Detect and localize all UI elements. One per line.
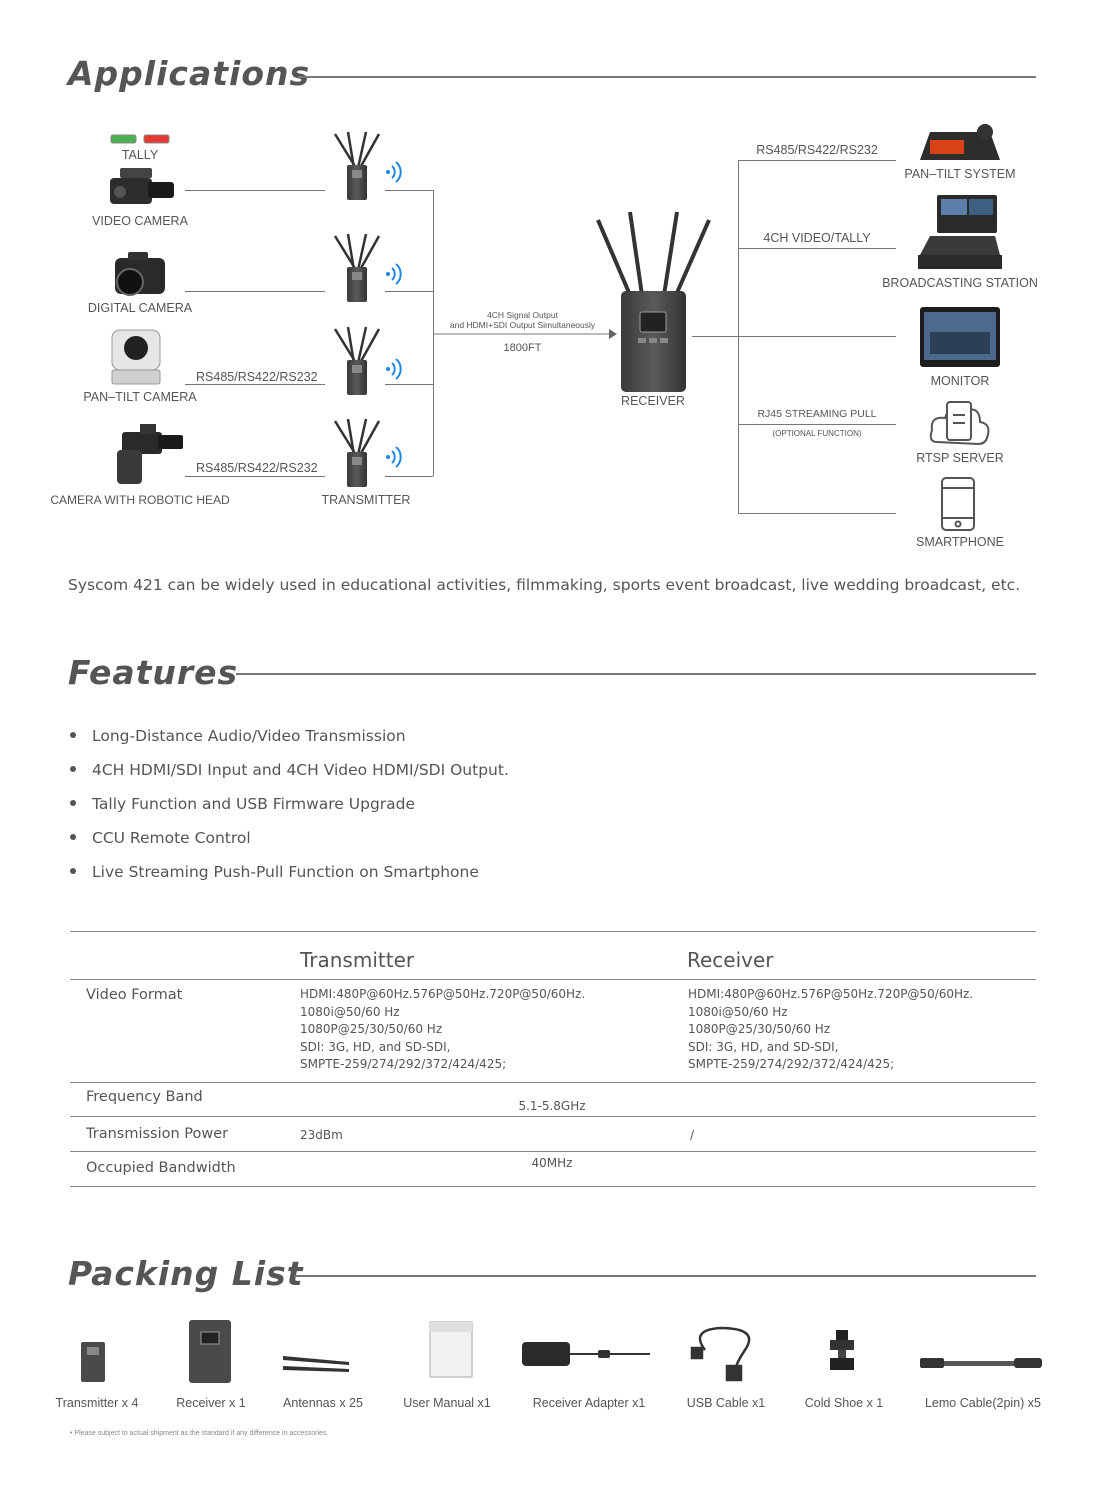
transmitter-icon bbox=[335, 419, 379, 487]
table-rule bbox=[70, 931, 1036, 932]
transmitter-icon bbox=[81, 1342, 105, 1382]
link-label-line1: 4CH Signal Output bbox=[487, 310, 558, 320]
feature-text: Live Streaming Push-Pull Function on Smartphone bbox=[92, 863, 479, 881]
receiver-label: RECEIVER bbox=[621, 394, 685, 408]
cell-line: 1080P@25/30/50/60 Hz bbox=[688, 1022, 831, 1036]
packing-item: Receiver Adapter x1 bbox=[532, 1396, 646, 1410]
transmitter-icon bbox=[335, 327, 379, 395]
transmitter-icon bbox=[335, 234, 379, 302]
cell-line: HDMI:480P@60Hz.576P@50Hz.720P@50/60Hz. bbox=[688, 987, 974, 1001]
feature-text: CCU Remote Control bbox=[92, 829, 251, 847]
power-adapter-icon bbox=[522, 1342, 650, 1366]
bullet-icon bbox=[70, 766, 76, 772]
features-title: Features bbox=[68, 653, 239, 692]
broadcast-station-icon bbox=[918, 195, 1002, 269]
optional-label: (OPTIONAL FUNCTION) bbox=[772, 429, 862, 438]
occupied-bandwidth-value: 40MHz bbox=[531, 1156, 573, 1170]
bullet-icon bbox=[70, 834, 76, 840]
pan-tilt-system-label: PAN–TILT SYSTEM bbox=[904, 167, 1016, 181]
receiver-header: Receiver bbox=[687, 948, 774, 972]
wifi-icon bbox=[386, 162, 401, 182]
lemo-cable-icon bbox=[920, 1358, 1042, 1368]
smartphone-icon bbox=[942, 478, 974, 530]
wifi-icon bbox=[386, 264, 401, 284]
distance-label: 1800FT bbox=[503, 342, 542, 354]
feature-text: 4CH HDMI/SDI Input and 4CH Video HDMI/SDI Output. bbox=[92, 761, 509, 779]
video-camera-icon bbox=[110, 168, 174, 204]
applications-diagram bbox=[0, 0, 1105, 560]
cell-line: SDI: 3G, HD, and SD-SDI, bbox=[688, 1039, 839, 1054]
packing-title: Packing List bbox=[68, 1254, 304, 1293]
title-rule bbox=[236, 673, 1036, 675]
rs-label-2: RS485/RS422/RS232 bbox=[196, 461, 318, 475]
video-format-label: Video Format bbox=[86, 987, 183, 1003]
cell-line: 1080i@50/60 Hz bbox=[688, 1004, 788, 1019]
tally-label: TALLY bbox=[121, 148, 159, 162]
frequency-band-label: Frequency Band bbox=[86, 1089, 203, 1105]
rj45-label: RJ45 STREAMING PULL bbox=[757, 408, 877, 420]
bullet-icon bbox=[70, 732, 76, 738]
digital-camera-label: DIGITAL CAMERA bbox=[87, 301, 193, 315]
usb-cable-icon bbox=[692, 1328, 749, 1380]
antennas-icon bbox=[283, 1356, 349, 1372]
robotic-camera-icon bbox=[117, 424, 183, 484]
receiver-icon bbox=[598, 212, 709, 392]
ptz-controller-icon bbox=[920, 124, 1000, 160]
feature-item bbox=[70, 727, 406, 745]
video-camera-label: VIDEO CAMERA bbox=[92, 214, 188, 228]
bullet-icon bbox=[70, 800, 76, 806]
packing-item: Receiver x 1 bbox=[176, 1396, 246, 1410]
table-rule bbox=[70, 1186, 1036, 1187]
feature-item bbox=[70, 829, 251, 847]
cold-shoe-icon bbox=[830, 1330, 854, 1370]
feature-item bbox=[70, 761, 509, 779]
packing-item: USB Cable x1 bbox=[686, 1396, 766, 1410]
transmitter-icon bbox=[335, 132, 379, 200]
transmitter-label: TRANSMITTER bbox=[321, 493, 411, 507]
feature-item bbox=[70, 795, 415, 813]
feature-text: Tally Function and USB Firmware Upgrade bbox=[92, 795, 416, 813]
receiver-icon bbox=[189, 1320, 231, 1383]
cloud-server-icon bbox=[931, 402, 989, 444]
monitor-icon bbox=[920, 307, 1000, 367]
wifi-icon bbox=[386, 359, 401, 379]
packing-note: • Please subject to actual shipment as the standard if any difference in accessories. bbox=[70, 1430, 329, 1437]
packing-item: User Manual x1 bbox=[403, 1396, 491, 1410]
title-rule bbox=[294, 1275, 1036, 1277]
packing-item: Transmitter x 4 bbox=[55, 1396, 139, 1410]
table-rule bbox=[70, 979, 1036, 980]
table-rule bbox=[70, 1082, 1036, 1083]
cell-line: 1080P@25/30/50/60 Hz bbox=[300, 1022, 443, 1036]
rs-label-1: RS485/RS422/RS232 bbox=[196, 370, 318, 384]
feature-item bbox=[70, 863, 479, 881]
table-rule bbox=[70, 1116, 1036, 1117]
cell-line: SMPTE-259/274/292/372/424/425; bbox=[300, 1057, 507, 1071]
rtsp-server-label: RTSP SERVER bbox=[916, 451, 1004, 465]
cell-line: HDMI:480P@60Hz.576P@50Hz.720P@50/60Hz. bbox=[300, 987, 586, 1001]
bullet-icon bbox=[70, 868, 76, 874]
ptz-camera-icon bbox=[112, 330, 160, 384]
packing-item: Cold Shoe x 1 bbox=[804, 1396, 884, 1410]
applications-description: Syscom 421 can be widely used in educational activities, filmmaking, sports event broadcast, live wedding broadcast, etc. bbox=[68, 576, 1021, 594]
occupied-bandwidth-label: Occupied Bandwidth bbox=[86, 1160, 236, 1176]
packing-images bbox=[0, 1310, 1105, 1390]
digital-camera-icon bbox=[115, 252, 165, 295]
frequency-band-value: 5.1-5.8GHz bbox=[518, 1099, 586, 1113]
link-label-line2: and HDMI+SDI Output Simultaneously bbox=[449, 320, 596, 330]
video-format-rx bbox=[688, 986, 973, 1074]
robotic-head-label: CAMERA WITH ROBOTIC HEAD bbox=[50, 493, 230, 507]
video-format-tx bbox=[300, 986, 585, 1074]
packing-item: Lemo Cable(2pin) x5 bbox=[924, 1396, 1042, 1410]
packing-item: Antennas x 25 bbox=[283, 1396, 363, 1410]
user-manual-icon bbox=[430, 1322, 472, 1377]
cell-line: SDI: 3G, HD, and SD-SDI, bbox=[300, 1039, 451, 1054]
table-rule bbox=[70, 1151, 1036, 1152]
cell-line: SMPTE-259/274/292/372/424/425; bbox=[688, 1057, 895, 1071]
transmission-power-label: Transmission Power bbox=[86, 1126, 229, 1142]
transmission-power-tx: 23dBm bbox=[300, 1128, 343, 1142]
video-tally-label: 4CH VIDEO/TALLY bbox=[763, 231, 871, 245]
rs-label-right: RS485/RS422/RS232 bbox=[756, 143, 878, 157]
feature-text: Long-Distance Audio/Video Transmission bbox=[92, 727, 406, 745]
monitor-label: MONITOR bbox=[930, 374, 990, 388]
broadcasting-station-label: BROADCASTING STATION bbox=[882, 276, 1038, 290]
applications-title: Applications bbox=[68, 54, 311, 93]
transmitter-header: Transmitter bbox=[300, 948, 415, 972]
pan-tilt-camera-label: PAN–TILT CAMERA bbox=[83, 390, 197, 404]
wifi-icon bbox=[386, 447, 401, 467]
tally-lights-icon bbox=[111, 135, 169, 143]
smartphone-label: SMARTPHONE bbox=[916, 535, 1004, 549]
cell-line: 1080i@50/60 Hz bbox=[300, 1004, 400, 1019]
transmission-power-rx: / bbox=[690, 1128, 695, 1142]
